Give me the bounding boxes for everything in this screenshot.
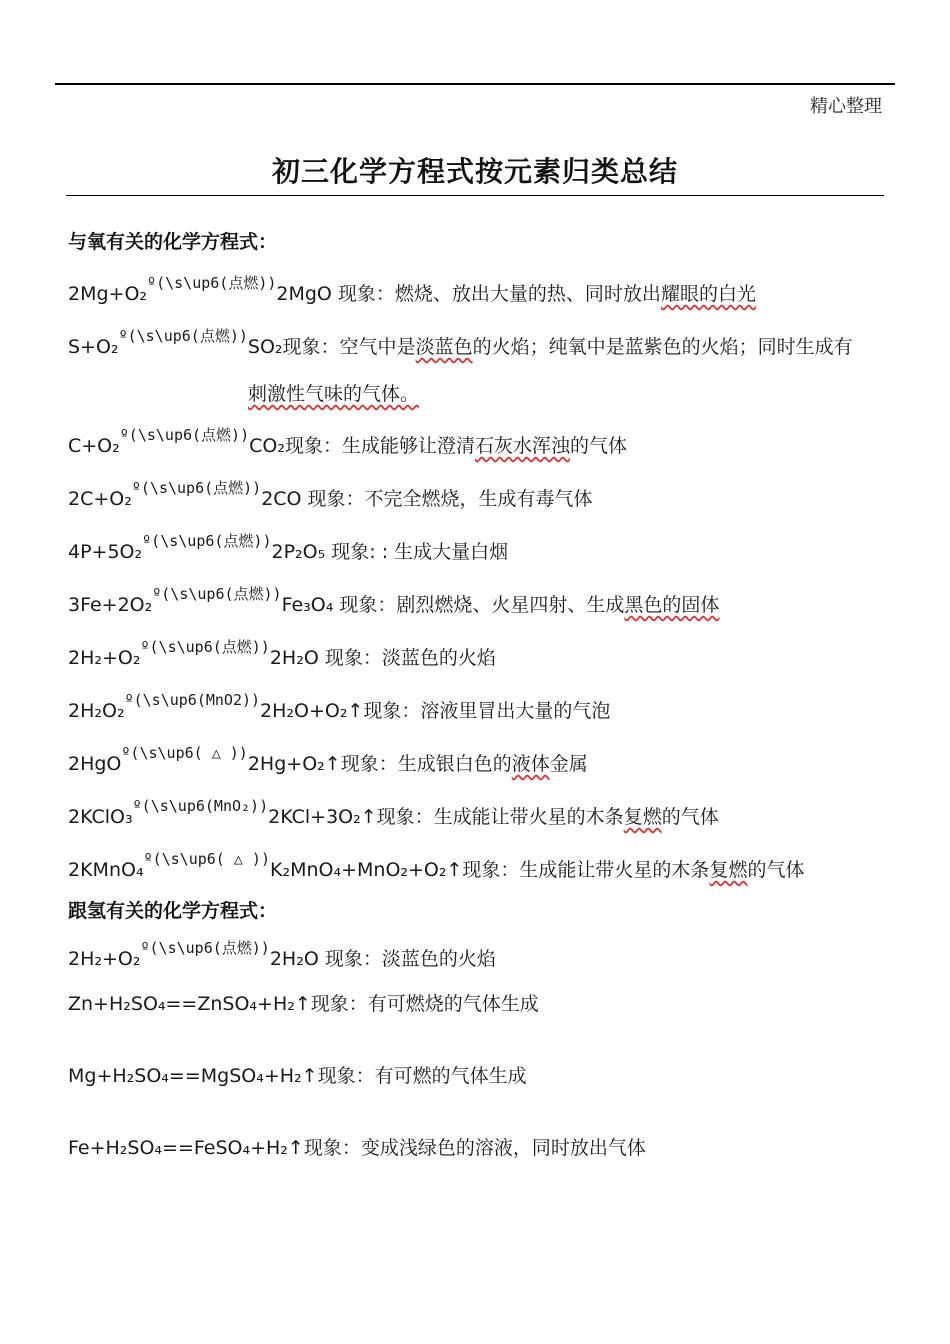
equation-phenomenon: 现象：淡蓝色的火焰 [318, 647, 496, 669]
equation-reactants: 2C+O₂ [68, 488, 132, 510]
spellcheck-underline-text: 黑色的固体 [624, 594, 720, 616]
equation-field-code: º(\s\up6(点燃)) [147, 274, 277, 292]
equation-product: 2CO [261, 488, 302, 510]
equation-line [68, 638, 898, 674]
equation-phenomenon-tail: 金属 [549, 753, 588, 775]
spellcheck-underline-text: 复燃 [709, 859, 748, 881]
equation-phenomenon-tail: 的火焰；纯氧中是蓝紫色的火焰；同时生成有 [472, 336, 853, 358]
equation-line [68, 274, 898, 310]
equation-phenomenon: 现象：生成能让带火星的木条 [376, 806, 624, 828]
equation-phenomenon: 现象：生成银白色的 [340, 753, 512, 775]
equation-field-code: º(\s\up6( △ )) [143, 850, 270, 868]
spellcheck-underline-text: 液体 [511, 753, 550, 775]
equation-phenomenon: 现象：不完全燃烧，生成有毒气体 [301, 488, 593, 510]
equation-line [68, 744, 898, 780]
equation-phenomenon: 现象：生成能让带火星的木条 [462, 859, 710, 881]
section-heading-hydrogen: 跟氢有关的化学方程式： [68, 900, 278, 922]
equation-reactants: 4P+5O₂ [68, 541, 143, 563]
equation-product: 2H₂O [269, 948, 319, 970]
equation-line [68, 532, 898, 568]
equation-reactants: 2H₂+O₂ [68, 647, 141, 669]
equation-product: 2P₂O₅ [271, 541, 326, 563]
equation-product: SO₂ [247, 336, 283, 358]
equation-phenomenon: 现象: : 生成大量白烟 [325, 541, 509, 563]
title-rule [66, 195, 884, 196]
equation-reactants: 2Mg+O₂ [68, 283, 148, 305]
equation-product: 2MgO [276, 283, 332, 305]
reaction-line: Fe+H₂SO₄==FeSO₄+H₂↑现象：变成浅绿色的溶液，同时放出气体 [68, 1137, 646, 1159]
equation-line [68, 479, 898, 515]
spellcheck-underline-text: 淡蓝色 [415, 336, 473, 358]
equation-field-code: º(\s\up6(点燃)) [140, 939, 270, 957]
equation-field-code: º(\s\up6(点燃)) [140, 638, 270, 656]
equation-line [68, 327, 898, 363]
header-rule [55, 83, 895, 85]
document-title: 初三化学方程式按元素归类总结 [271, 155, 678, 188]
equation-product: 2KCl+3O₂↑ [268, 806, 377, 828]
equation-product: CO₂ [249, 435, 285, 457]
equation-line [68, 426, 898, 462]
equation-reactants: C+O₂ [68, 435, 120, 457]
equation-reactants: S+O₂ [68, 336, 119, 358]
equation-reactants: 2KClO₃ [68, 806, 133, 828]
equation-field-code: º(\s\up6(点燃)) [119, 426, 250, 444]
spellcheck-underline-text: 耀眼的白光 [660, 283, 756, 305]
equation-product: 2Hg+O₂↑ [247, 753, 341, 775]
equation-field-code: º(\s\up6(点燃)) [142, 532, 272, 550]
equation-field-code: º(\s\up6(MnO₂)) [132, 797, 269, 815]
equation-reactants: 3Fe+2O₂ [68, 594, 153, 616]
reaction-line: Mg+H₂SO₄==MgSO₄+H₂↑现象：有可燃的气体生成 [68, 1065, 527, 1087]
equation-phenomenon: 现象：燃烧、放出大量的热、同时放出 [331, 283, 661, 305]
equation-reactants: 2H₂O₂ [68, 700, 125, 722]
header-note: 精心整理 [810, 96, 882, 117]
equation-phenomenon: 现象：空气中是 [282, 336, 416, 358]
equation-phenomenon-tail: 的气体 [569, 435, 627, 457]
equation-product: 2H₂O+O₂↑ [260, 700, 364, 722]
equation-reactants: 2KMnO₄ [68, 859, 144, 881]
equation-line [68, 691, 898, 727]
equation-continuation [248, 379, 898, 409]
equation-line [68, 585, 898, 621]
equation-field-code: º(\s\up6(点燃)) [152, 585, 282, 603]
reaction-line: Zn+H₂SO₄==ZnSO₄+H₂↑现象：有可燃烧的气体生成 [68, 993, 539, 1015]
equation-phenomenon: 现象：淡蓝色的火焰 [318, 948, 496, 970]
spellcheck-underline-text: 刺激性气味的气体。 [248, 383, 420, 405]
equation-reactants: 2H₂+O₂ [68, 948, 141, 970]
equation-reactants: 2HgO [68, 753, 122, 775]
equation-field-code: º(\s\up6(点燃)) [131, 479, 262, 497]
spellcheck-underline-text: 石灰水浑浊 [474, 435, 570, 457]
equation-line [68, 797, 898, 833]
equation-line [68, 939, 898, 975]
equation-field-code: º(\s\up6(MnO2)) [124, 691, 261, 709]
equation-phenomenon: 现象：剧烈燃烧、火星四射、生成 [333, 594, 625, 616]
equation-product: 2H₂O [269, 647, 319, 669]
equation-field-code: º(\s\up6( △ )) [121, 744, 248, 762]
equation-phenomenon-tail: 的气体 [747, 859, 805, 881]
equation-phenomenon: 现象：生成能够让澄清 [284, 435, 475, 457]
equation-product: Fe₃O₄ [281, 594, 334, 616]
section-heading-oxygen: 与氧有关的化学方程式： [68, 231, 278, 253]
equation-phenomenon-tail: 的气体 [661, 806, 719, 828]
document-body [68, 227, 898, 1185]
spellcheck-underline-text: 复燃 [623, 806, 662, 828]
equation-product: K₂MnO₄+MnO₂+O₂↑ [270, 859, 463, 881]
equation-field-code: º(\s\up6(点燃)) [118, 327, 248, 345]
equation-phenomenon: 现象：溶液里冒出大量的气泡 [363, 700, 611, 722]
equation-line [68, 850, 898, 886]
